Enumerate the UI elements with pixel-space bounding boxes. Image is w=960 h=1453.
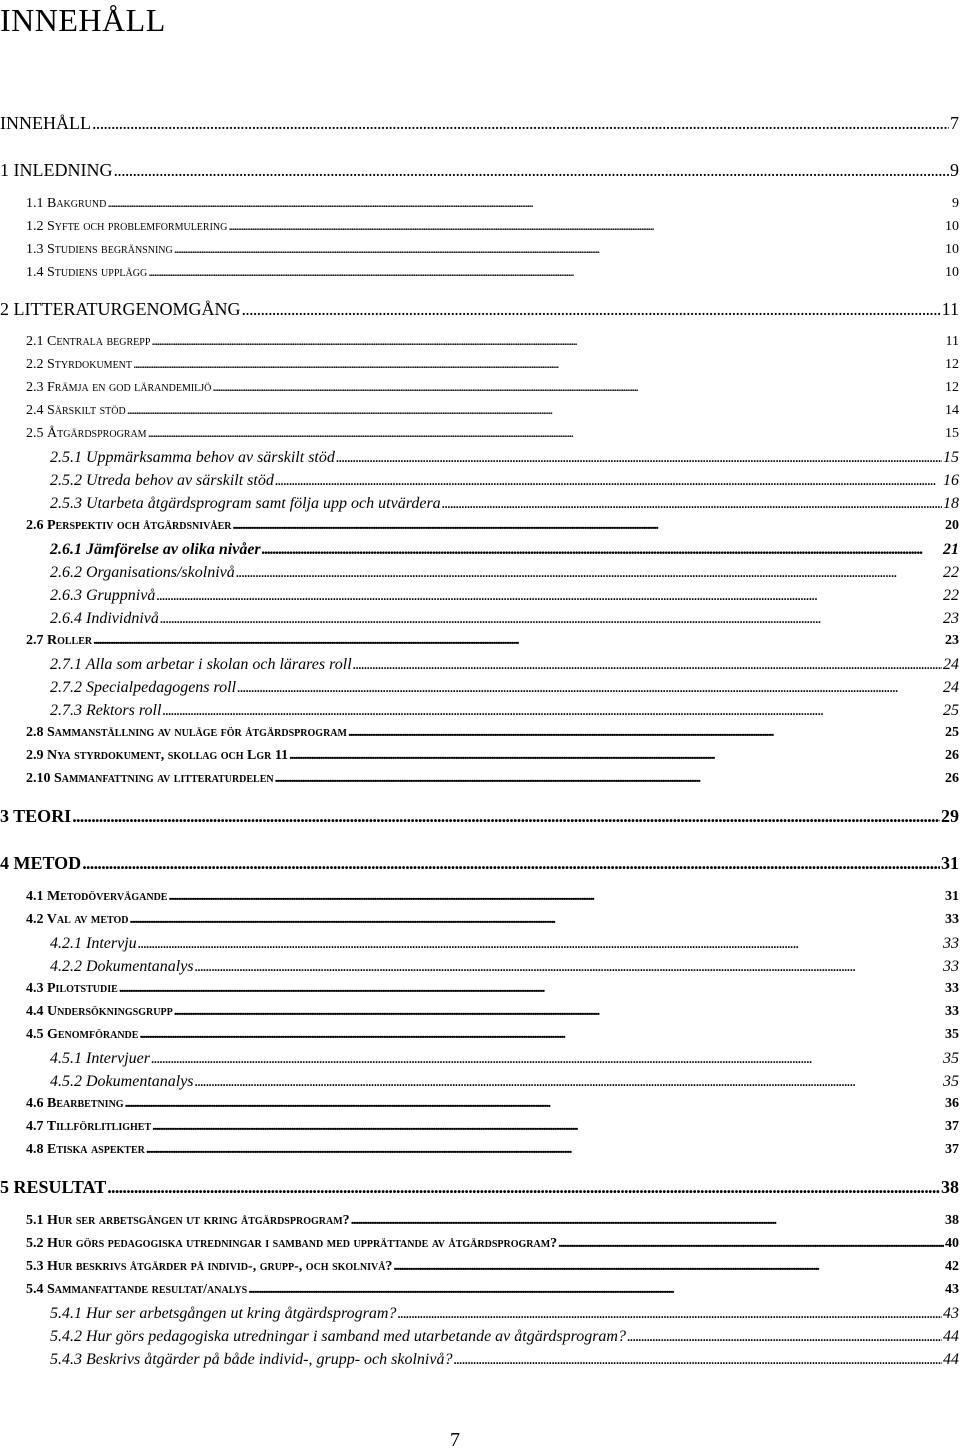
toc-entry-title: 2 LITTERATURGENOMGÅNG bbox=[0, 299, 241, 319]
toc-entry-page: 9 bbox=[952, 196, 959, 211]
toc-entry-title: 5.4.2 Hur görs pedagogiska utredningar i samband med utarbetande av åtgärdsprogram? bbox=[50, 1328, 626, 1345]
toc-dot-leader bbox=[393, 1259, 944, 1275]
toc-entry-page: 33 bbox=[943, 958, 959, 975]
toc-entry-page: 12 bbox=[945, 380, 959, 395]
toc-entry-page: 12 bbox=[945, 357, 959, 372]
toc-dot-leader bbox=[275, 771, 944, 787]
toc-entry-title: 1.1 Bakgrund bbox=[26, 196, 107, 211]
toc-dot-leader bbox=[289, 748, 944, 764]
toc-entry[interactable] bbox=[26, 1004, 959, 1020]
toc-entry[interactable] bbox=[50, 656, 959, 674]
toc-entry-title: 4.7 Tillförlitlighet bbox=[26, 1119, 152, 1134]
page-number: 7 bbox=[450, 1429, 460, 1451]
toc-dot-leader bbox=[348, 725, 944, 741]
toc-entry-page: 18 bbox=[943, 495, 959, 512]
toc-dot-leader bbox=[148, 426, 944, 442]
toc-entry-page: 38 bbox=[945, 1213, 959, 1228]
toc-entry[interactable] bbox=[26, 357, 959, 373]
toc-dot-leader bbox=[236, 564, 942, 582]
toc-dot-leader bbox=[107, 196, 951, 212]
toc-dot-leader bbox=[228, 219, 944, 235]
toc-dot-leader bbox=[107, 1177, 940, 1198]
toc-entry-page: 44 bbox=[943, 1351, 959, 1368]
toc-entry[interactable] bbox=[26, 518, 959, 534]
toc-dot-leader bbox=[92, 113, 949, 134]
toc-entry-title: 2.6.3 Gruppnivå bbox=[50, 587, 156, 604]
toc-entry-page: 37 bbox=[945, 1142, 959, 1157]
toc-dot-leader bbox=[130, 912, 944, 928]
toc-dot-leader bbox=[151, 1050, 942, 1068]
toc-entry[interactable] bbox=[26, 426, 959, 442]
toc-dot-leader bbox=[453, 1351, 942, 1369]
toc-dot-leader bbox=[133, 357, 944, 373]
toc-entry-page: 44 bbox=[943, 1328, 959, 1345]
toc-entry-title: 2.6.1 Jämförelse av olika nivåer bbox=[50, 541, 261, 558]
toc-entry[interactable] bbox=[50, 935, 959, 953]
toc-entry-page: 23 bbox=[945, 633, 959, 648]
toc-dot-leader bbox=[442, 495, 942, 513]
toc-entry-page: 11 bbox=[941, 299, 959, 319]
toc-dot-leader bbox=[82, 853, 940, 874]
toc-entry-page: 25 bbox=[943, 702, 959, 719]
toc-entry-page: 26 bbox=[945, 748, 959, 763]
toc-entry[interactable] bbox=[0, 1177, 959, 1198]
toc-dot-leader bbox=[241, 299, 940, 320]
toc-entry[interactable] bbox=[26, 981, 959, 997]
toc-entry[interactable] bbox=[50, 1050, 959, 1068]
toc-entry[interactable] bbox=[26, 725, 959, 741]
toc-entry-page: 35 bbox=[945, 1027, 959, 1042]
toc-entry-title: 2.7.1 Alla som arbetar i skolan och lärares roll bbox=[50, 656, 352, 673]
toc-entry[interactable] bbox=[50, 610, 959, 628]
toc-entry[interactable] bbox=[50, 958, 959, 976]
toc-dot-leader bbox=[151, 334, 944, 350]
toc-dot-leader bbox=[125, 1096, 944, 1112]
toc-entry[interactable] bbox=[26, 265, 959, 281]
toc-dot-leader bbox=[627, 1328, 942, 1346]
toc-entry[interactable] bbox=[26, 1142, 959, 1158]
toc-entry-page: 25 bbox=[945, 725, 959, 740]
toc-entry[interactable] bbox=[50, 541, 959, 559]
toc-entry[interactable] bbox=[26, 403, 959, 419]
toc-entry-title: 4.5.2 Dokumentanalys bbox=[50, 1073, 194, 1090]
toc-dot-leader bbox=[119, 981, 944, 997]
toc-entry-page: 38 bbox=[941, 1177, 959, 1197]
toc-entry[interactable] bbox=[50, 1305, 959, 1323]
toc-entry-page: 15 bbox=[945, 426, 959, 441]
toc-entry-title: 4.1 Metodövervägande bbox=[26, 889, 168, 904]
toc-entry-title: 4.2 Val av metod bbox=[26, 912, 129, 927]
toc-entry-title: 5.4.1 Hur ser arbetsgången ut kring åtgärdsprogram? bbox=[50, 1305, 397, 1322]
toc-entry-title: 5 RESULTAT bbox=[0, 1177, 107, 1197]
toc-entry-title: 5.3 Hur beskrivs åtgärder på individ-, grupp-, och skolnivå? bbox=[26, 1259, 393, 1274]
toc-entry-title: 2.4 Särskilt stöd bbox=[26, 403, 126, 418]
toc-entry-page: 31 bbox=[945, 889, 959, 904]
toc-entry-page: 43 bbox=[945, 1282, 959, 1297]
toc-entry-page: 14 bbox=[945, 403, 959, 418]
toc-entry[interactable] bbox=[26, 242, 959, 258]
toc-entry-page: 9 bbox=[950, 160, 959, 180]
toc-entry-title: 4.2.1 Intervju bbox=[50, 935, 137, 952]
toc-entry-page: 29 bbox=[941, 806, 959, 826]
toc-entry-page: 36 bbox=[945, 1096, 959, 1111]
toc-entry[interactable] bbox=[50, 472, 959, 490]
toc-entry[interactable] bbox=[26, 219, 959, 235]
toc-entry[interactable] bbox=[0, 806, 959, 827]
toc-dot-leader bbox=[195, 1073, 942, 1091]
toc-dot-leader bbox=[353, 656, 942, 674]
toc-entry-page: 22 bbox=[943, 587, 959, 604]
toc-entry-title: 5.4 Sammanfattande resultat/analys bbox=[26, 1282, 248, 1297]
toc-entry-page: 24 bbox=[943, 679, 959, 696]
toc-entry-page: 11 bbox=[945, 334, 959, 349]
toc-entry[interactable] bbox=[50, 495, 959, 513]
toc-entry-title: 5.4.3 Beskrivs åtgärder på både individ-, grupp- och skolnivå? bbox=[50, 1351, 453, 1368]
toc-entry[interactable] bbox=[26, 633, 959, 649]
toc-entry-page: 22 bbox=[943, 564, 959, 581]
toc-dot-leader bbox=[232, 518, 944, 534]
toc-entry[interactable] bbox=[26, 1096, 959, 1112]
toc-entry-title: 2.5.3 Utarbeta åtgärdsprogram samt följa upp och utvärdera bbox=[50, 495, 441, 512]
toc-dot-leader bbox=[113, 160, 949, 181]
toc-entry-title: 4.3 Pilotstudie bbox=[26, 981, 118, 996]
toc-entry-title: INNEHÅLL bbox=[0, 113, 91, 133]
toc-entry-page: 10 bbox=[945, 219, 959, 234]
toc-entry-title: 2.5 Åtgärdsprogram bbox=[26, 426, 147, 441]
toc-entry-page: 15 bbox=[943, 449, 959, 466]
toc-entry-title: 2.9 Nya styrdokument, skollag och Lgr 11 bbox=[26, 748, 289, 763]
toc-entry[interactable] bbox=[26, 1213, 959, 1229]
toc-entry-title: 4 METOD bbox=[0, 853, 82, 873]
toc-entry[interactable] bbox=[26, 380, 959, 396]
toc-entry[interactable] bbox=[26, 1027, 959, 1043]
toc-dot-leader bbox=[174, 242, 944, 258]
toc-entry-title: 4.4 Undersökningsgrupp bbox=[26, 1004, 173, 1019]
toc-entry-title: 4.2.2 Dokumentanalys bbox=[50, 958, 194, 975]
toc-entry-title: 4.6 Bearbetning bbox=[26, 1096, 124, 1111]
toc-entry[interactable] bbox=[26, 912, 959, 928]
toc-dot-leader bbox=[397, 1305, 942, 1323]
toc-entry[interactable] bbox=[50, 1328, 959, 1346]
toc-entry-page: 20 bbox=[945, 518, 959, 533]
toc-dot-leader bbox=[336, 449, 942, 467]
toc-entry-title: 2.1 Centrala begrepp bbox=[26, 334, 151, 349]
toc-entry-page: 10 bbox=[945, 242, 959, 257]
toc-entry-page: 35 bbox=[943, 1073, 959, 1090]
toc-entry-page: 40 bbox=[945, 1236, 959, 1251]
toc-entry[interactable] bbox=[26, 771, 959, 787]
toc-entry[interactable] bbox=[26, 1282, 959, 1298]
toc-entry-title: 3 TEORI bbox=[0, 806, 72, 826]
toc-entry-title: 5.1 Hur ser arbetsgången ut kring åtgärdsprogram? bbox=[26, 1213, 350, 1228]
toc-entry-title: 2.2 Styrdokument bbox=[26, 357, 133, 372]
toc-dot-leader bbox=[275, 472, 942, 490]
toc-entry-page: 42 bbox=[945, 1259, 959, 1274]
toc-dot-leader bbox=[262, 541, 942, 559]
toc-entry-title: 2.7 Roller bbox=[26, 633, 93, 648]
toc-dot-leader bbox=[138, 935, 942, 953]
toc-entry[interactable] bbox=[26, 748, 959, 764]
toc-entry-title: 2.6 Perspektiv och åtgärdsnivåer bbox=[26, 518, 232, 533]
toc-entry[interactable] bbox=[50, 702, 959, 720]
toc-dot-leader bbox=[152, 1119, 944, 1135]
toc-entry-title: 2.6.4 Individnivå bbox=[50, 610, 159, 627]
toc-dot-leader bbox=[146, 1142, 944, 1158]
page-heading: INNEHÅLL bbox=[0, 2, 166, 38]
toc-entry[interactable] bbox=[50, 587, 959, 605]
toc-entry-title: 1.4 Studiens upplägg bbox=[26, 265, 148, 280]
toc-entry[interactable] bbox=[26, 1119, 959, 1135]
toc-entry-title: 2.8 Sammanställning av nuläge för åtgärdsprogram bbox=[26, 725, 347, 740]
toc-dot-leader bbox=[237, 679, 942, 697]
toc-entry-page: 10 bbox=[945, 265, 959, 280]
toc-entry[interactable] bbox=[50, 449, 959, 467]
toc-dot-leader bbox=[351, 1213, 944, 1229]
toc-entry-title: 4.5.1 Intervjuer bbox=[50, 1050, 150, 1067]
toc-dot-leader bbox=[160, 610, 942, 628]
toc-entry-page: 43 bbox=[943, 1305, 959, 1322]
toc-entry[interactable] bbox=[0, 299, 959, 320]
toc-entry-title: 4.5 Genomförande bbox=[26, 1027, 139, 1042]
toc-entry-title: 4.8 Etiska aspekter bbox=[26, 1142, 145, 1157]
toc-entry-title: 2.10 Sammanfattning av litteraturdelen bbox=[26, 771, 274, 786]
toc-entry-page: 7 bbox=[950, 113, 959, 133]
toc-entry-title: 2.3 Främja en god lärandemiljö bbox=[26, 380, 212, 395]
toc-entry-title: 1.2 Syfte och problemformulering bbox=[26, 219, 228, 234]
toc-entry[interactable] bbox=[26, 1259, 959, 1275]
toc-entry[interactable] bbox=[26, 196, 959, 212]
toc-dot-leader bbox=[127, 403, 944, 419]
toc-dot-leader bbox=[174, 1004, 944, 1020]
toc-entry-page: 33 bbox=[945, 912, 959, 927]
toc-dot-leader bbox=[148, 265, 944, 281]
toc-entry[interactable] bbox=[50, 679, 959, 697]
toc-entry-title: 2.5.2 Utreda behov av särskilt stöd bbox=[50, 472, 274, 489]
toc-entry-page: 26 bbox=[945, 771, 959, 786]
toc-entry-page: 31 bbox=[941, 853, 959, 873]
toc-dot-leader bbox=[212, 380, 944, 396]
toc-entry-title: 2.7.3 Rektors roll bbox=[50, 702, 162, 719]
toc-entry[interactable] bbox=[50, 1073, 959, 1091]
toc-entry[interactable] bbox=[26, 889, 959, 905]
toc-entry-page: 33 bbox=[945, 1004, 959, 1019]
toc-entry-title: 2.6.2 Organisations/skolnivå bbox=[50, 564, 235, 581]
toc-entry-page: 24 bbox=[943, 656, 959, 673]
toc-dot-leader bbox=[93, 633, 944, 649]
toc-entry[interactable] bbox=[50, 564, 959, 582]
toc-dot-leader bbox=[248, 1282, 944, 1298]
toc-entry[interactable] bbox=[0, 113, 959, 134]
toc-entry-page: 23 bbox=[943, 610, 959, 627]
toc-dot-leader bbox=[72, 806, 940, 827]
toc-dot-leader bbox=[156, 587, 942, 605]
toc-entry-page: 35 bbox=[943, 1050, 959, 1067]
toc-entry-page: 33 bbox=[945, 981, 959, 996]
toc-entry[interactable] bbox=[26, 334, 959, 350]
toc-entry-title: 1 INLEDNING bbox=[0, 160, 113, 180]
toc-dot-leader bbox=[558, 1236, 944, 1252]
toc-entry[interactable] bbox=[0, 160, 959, 181]
toc-entry-page: 37 bbox=[945, 1119, 959, 1134]
toc-entry-page: 16 bbox=[943, 472, 959, 489]
toc-entry[interactable] bbox=[50, 1351, 959, 1369]
toc-dot-leader bbox=[168, 889, 944, 905]
toc-entry-title: 1.3 Studiens begränsning bbox=[26, 242, 173, 257]
toc-entry[interactable] bbox=[26, 1236, 959, 1252]
toc-entry-page: 21 bbox=[943, 541, 959, 558]
toc-entry-title: 2.7.2 Specialpedagogens roll bbox=[50, 679, 237, 696]
toc-dot-leader bbox=[139, 1027, 944, 1043]
toc-dot-leader bbox=[195, 958, 942, 976]
toc-entry-page: 33 bbox=[943, 935, 959, 952]
toc-dot-leader bbox=[162, 702, 942, 720]
toc-entry-title: 2.5.1 Uppmärksamma behov av särskilt stöd bbox=[50, 449, 335, 466]
toc-entry[interactable] bbox=[0, 853, 959, 874]
toc-entry-title: 5.2 Hur görs pedagogiska utredningar i samband med upprättande av åtgärdsprogram? bbox=[26, 1236, 558, 1251]
